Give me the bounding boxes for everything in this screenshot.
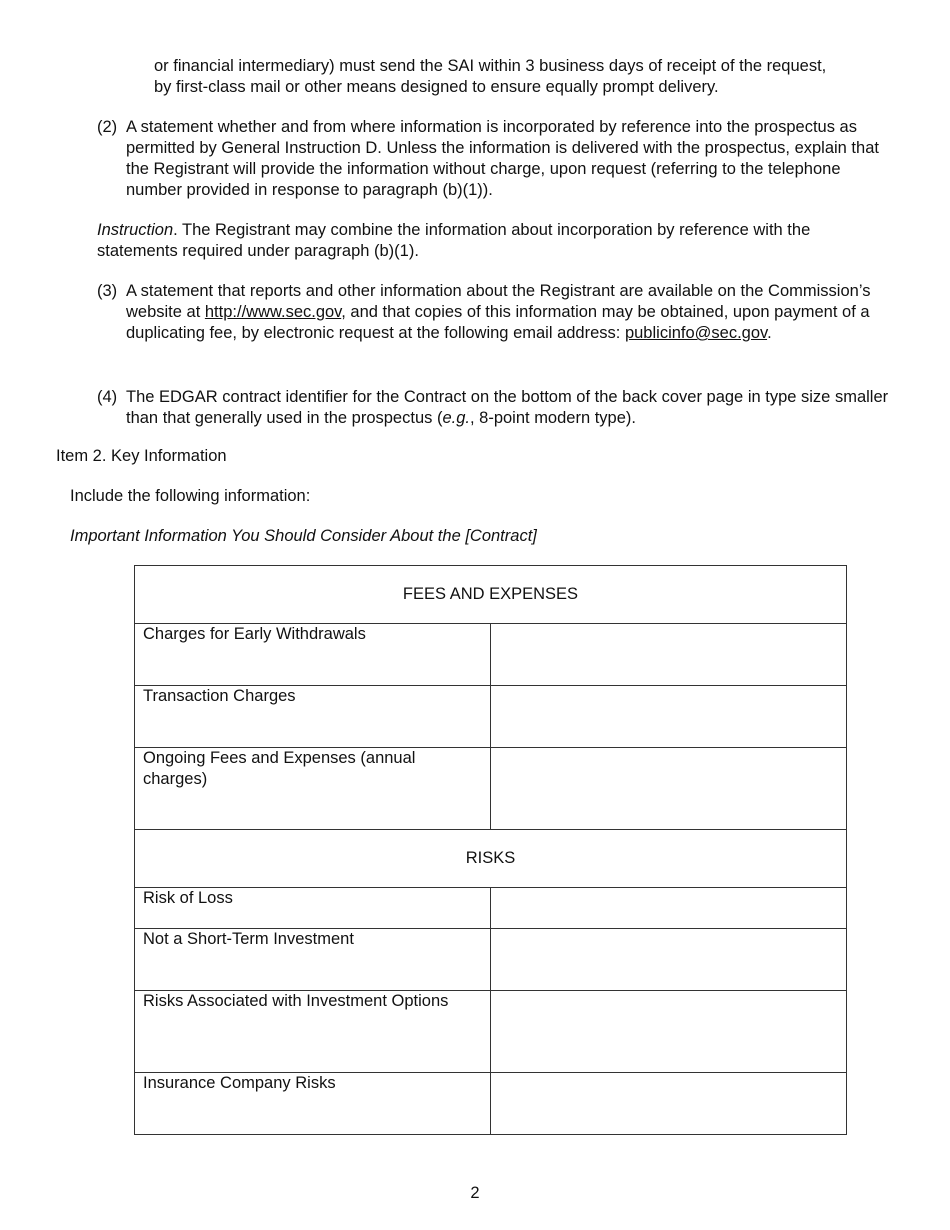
fees-expenses-header: FEES AND EXPENSES xyxy=(135,566,847,624)
row-value xyxy=(491,624,847,686)
item-b4-text-after: , 8-point modern type). xyxy=(469,409,636,427)
item-b3-number: (3) xyxy=(97,282,118,300)
row-label: Charges for Early Withdrawals xyxy=(135,624,491,686)
item2-subtitle: Important Information You Should Consider About the [Contract] xyxy=(70,527,537,545)
page-number: 2 xyxy=(470,1184,480,1202)
row-value xyxy=(491,686,847,748)
intro-line-1: or financial intermediary) must send the SAI within 3 business days of receipt of the request, xyxy=(154,57,827,75)
item-b3-text xyxy=(126,281,896,344)
row-value xyxy=(491,929,847,991)
table-row xyxy=(135,991,847,1073)
item-b4-number: (4) xyxy=(97,388,118,406)
item2-include-text: Include the following information: xyxy=(70,487,311,505)
risks-header: RISKS xyxy=(135,830,847,888)
item-b2-text: A statement whether and from where information is incorporated by reference into the prospectus as permitted by General Instruction D. Unless the information is delivered with the prospectus, explain that the Registrant will provide the information without charge, upon request (referring to the telephone number provided in response to paragraph (b)(1)). xyxy=(126,118,879,199)
instruction-text: . The Registrant may combine the information about incorporation by reference with the statements required under paragraph (b)(1). xyxy=(97,221,811,260)
intro-line-2: by first-class mail or other means designed to ensure equally prompt delivery. xyxy=(154,78,719,96)
row-label: Insurance Company Risks xyxy=(135,1073,491,1135)
table-row xyxy=(135,748,847,830)
row-value xyxy=(491,991,847,1073)
row-label: Transaction Charges xyxy=(135,686,491,748)
sec-website-link[interactable]: http://www.sec.gov xyxy=(204,303,342,321)
item-b2-number: (2) xyxy=(97,118,118,136)
table-row xyxy=(135,929,847,991)
row-value xyxy=(491,1073,847,1135)
key-information-table xyxy=(134,565,847,1135)
item2-heading: Item 2. Key Information xyxy=(56,447,227,465)
row-label: Risks Associated with Investment Options xyxy=(135,991,491,1073)
publicinfo-email-link[interactable]: publicinfo@sec.gov xyxy=(624,324,768,342)
table-row xyxy=(135,830,847,888)
instruction-paragraph xyxy=(97,220,887,262)
table-row xyxy=(135,1073,847,1135)
row-label: Ongoing Fees and Expenses (annual charges) xyxy=(135,748,491,830)
item-b4-text-before: The EDGAR contract identifier for the Contract on the bottom of the back cover page in type size smaller than that generally used in the prospectus ( xyxy=(126,388,889,427)
table-row xyxy=(135,888,847,929)
row-value xyxy=(491,888,847,929)
item-b3-text-end: . xyxy=(767,324,772,342)
table-row xyxy=(135,686,847,748)
row-label: Not a Short-Term Investment xyxy=(135,929,491,991)
item-b4-text xyxy=(126,387,891,429)
row-label: Risk of Loss xyxy=(135,888,491,929)
instruction-label: Instruction xyxy=(97,221,174,239)
item-b3-text-before: A statement that reports and other information about the Registrant are available on the Commission’s website at xyxy=(126,282,871,321)
table-row xyxy=(135,566,847,624)
item-b3-text-mid: , and that copies of this information may be obtained, upon payment of a duplicating fee, by electronic request at the following email address: xyxy=(126,303,870,342)
row-value xyxy=(491,748,847,830)
item-b4-eg: e.g. xyxy=(442,409,470,427)
table-row xyxy=(135,624,847,686)
